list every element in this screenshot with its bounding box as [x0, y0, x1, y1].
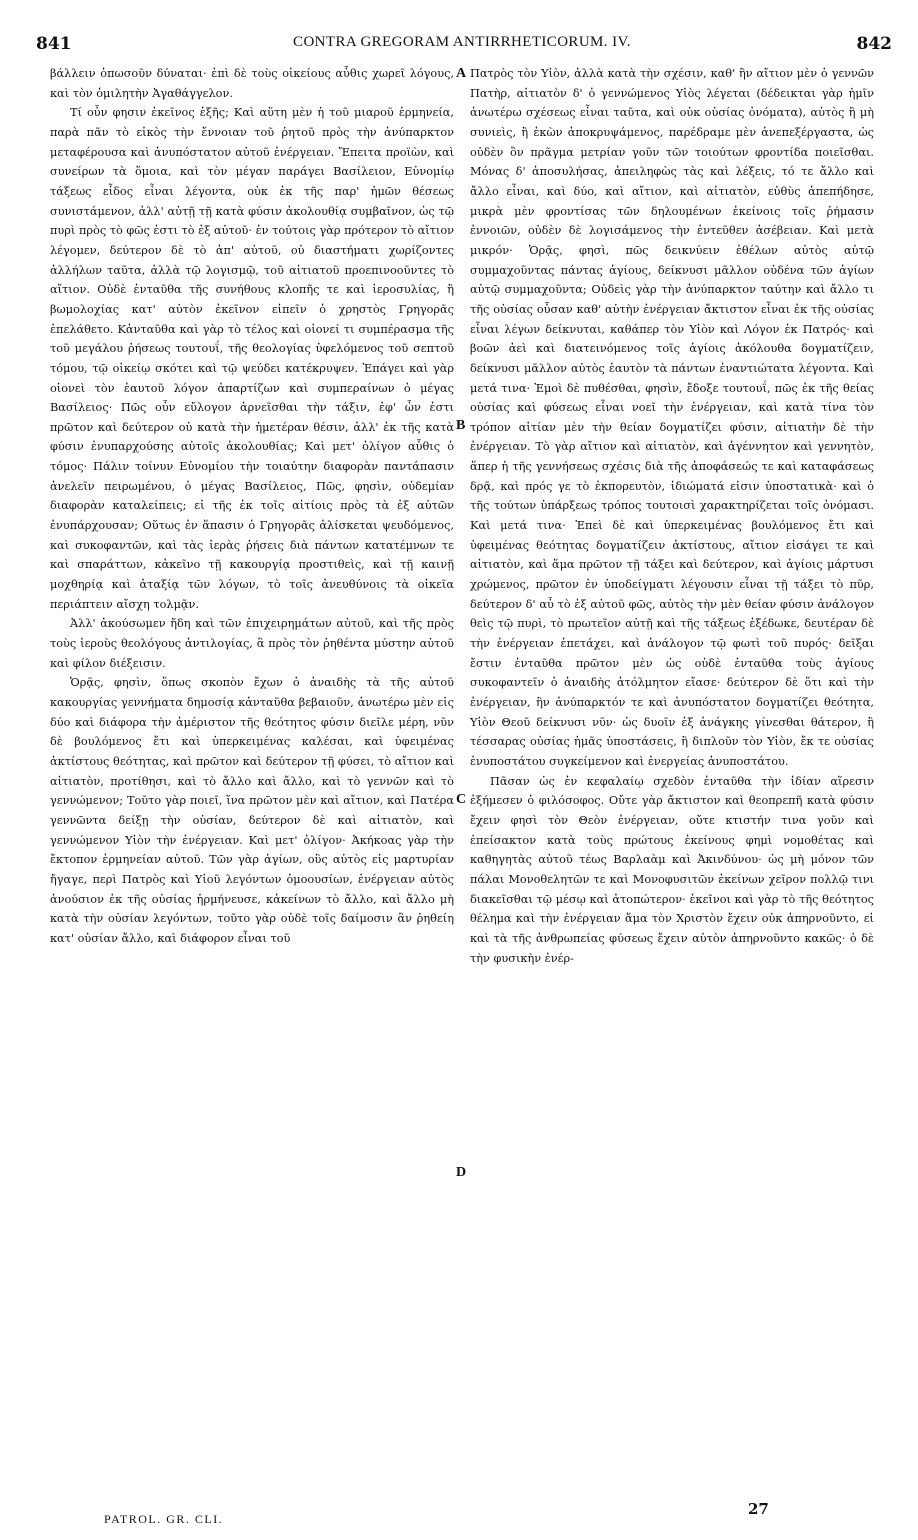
paragraph: Τί οὖν φησιν ἐκεῖνος ἑξῆς; Καὶ αὕτη μὲν ἡ τοῦ μιαροῦ ἑρμηνεία, παρὰ πᾶν τὸ εἰκὸς τὴν ἔννοιαν τοῦ ῥητοῦ πρὸς τὴν ἀνύπαρκτον μεταφέρουσα καὶ ἀνυπόστατον αὐτοῦ ἐνέργειαν. Ἔπειτα προϊὼν, καὶ συνείρων τὰ ὅμοια, καὶ τὸν μέγαν παράγει Βασίλειον, Εὐνομίῳ τάξεως εἶδος εἶναι λέγοντα, οὐκ ἐκ τῆς παρ' ἡμῶν θέσεως συνιστάμενον, ἀλλ' αὐτῇ τῇ κατὰ φύσιν ἀκολουθίᾳ συμβαῖνον, ὡς τῷ πυρὶ πρὸς τὸ φῶς ἐστι τὸ ἐξ αὐτοῦ· ἐν τούτοις γὰρ πρότερον τὸ αἴτιον λέγομεν, δεύτερον δὲ τὸ ἀπ' αὐτοῦ, οὐ διαστήματι χωρίζοντες ἀλλήλων ταῦτα, ἀλλὰ τῷ λογισμῷ, τοῦ αἰτιατοῦ προεπινοοῦντες τὸ αἴτιον. Οὐδὲ ἐνταῦθα τῆς συνήθους κλοπῆς τε καὶ ἱεροσυλίας, ἢ βωμολοχίας κατ' αὐτὸν ἐκεῖνον εἰπεῖν ὁ χρηστὸς Γρηγορᾶς ἐπελάθετο. Κἀνταῦθα καὶ γὰρ τὸ τέλος καὶ οἱονεί τι συμπέρασμα τῆς τοῦ μεγάλου ῥήσεως τουτουΐ, τῆς θεολογίας ὑφελόμενος τοῦ σεπτοῦ τόμου, τῷ οἰκείῳ σκότει καὶ τῷ ψεύδει κατέκρυψεν. Ἐπάγει καὶ γὰρ οἱονεὶ τὸν ἑαυτοῦ λόγον ἀπαρτίζων καὶ συμπεραίνων ὁ μέγας Βασίλειος· Πῶς οὖν εὔλογον ἀρνεῖσθαι τὴν τάξιν, ἐφ' ὧν ἐστι πρῶτον καὶ δεύτερον οὐ κατὰ τὴν ἡμετέραν θέσιν, ἀλλ' ἐκ τῆς κατὰ φύσιν ἐνυπαρχούσης αὐτοῖς ἀκολουθίας; Καὶ μετ' ὀλίγον αὖθις ὁ τόμος· Πάλιν τοίνυν Εὐνομίου τὴν τοιαύτην διαφορὰν παντάπασιν ἀνελεῖν πειρωμένου, ὁ μέγας Βασίλειος, Πῶς, φησὶν, οὐδεμίαν διαφορὰν καταλείπεις; εἰ τῆς ἐκ τοῖς αἰτίοις πρὸς τὰ ἐξ αὐτῶν ἐνυπάρχουσαν; Οὕτως ἐν ἅπασιν ὁ Γρηγορᾶς ἁλίσκεται ψευδόμενος, καὶ συκοφαντῶν, καὶ τὰς ἱερὰς ῥήσεις διὰ πάντων κατατέμνων τε καὶ σπαράττων, κἀκεῖνο τῇ κακουργίᾳ προστιθεὶς, καὶ τῇ καινῇ μοχθηρίᾳ καὶ ἀταξίᾳ τῶν λόγων, τὸ τοῖς ἀνευθύνοις τὰ οἰκεῖα περιάπτειν αἴσχη τολμᾷν. [50, 106, 454, 611]
left-column [50, 64, 454, 949]
right-column [470, 64, 874, 968]
running-title: CONTRA GREGORAM ANTIRRHETICORUM. IV. [293, 34, 631, 50]
footer-series: PATROL. GR. CLI. [104, 1512, 224, 1526]
section-marker-c: C [456, 792, 467, 807]
paragraph: βάλλειν ὁπωσοῦν δύναται· ἐπὶ δὲ τοὺς οἰκείους αὖθις χωρεῖ λόγους, καὶ τὸν ὁμιλητὴν Ἀγαθάγγελον. [50, 67, 454, 100]
paragraph: Πᾶσαν ὡς ἐν κεφαλαίῳ σχεδὸν ἐνταῦθα τὴν ἰδίαν αἵρεσιν ἐξήμεσεν ὁ φιλόσοφος. Οὔτε γὰρ ἄκτιστον καὶ θεοπρεπῆ κατὰ φύσιν ἔχειν φησὶ τὸν Θεὸν ἐνέργειαν, οὔτε κτιστήν τινα γοῦν καὶ ἐπείσακτον κατὰ τοὺς πρώτους ἐκείνους φημὶ νομοθέτας καὶ καθηγητὰς αὐτοῦ τέως Βαρλαὰμ καὶ Ἀκινδύνου· ὡς μὴ μόνον τῶν πάλαι Μονοθελητῶν τε καὶ Μονοφυσιτῶν ἐκείνων χεῖρον πολλῷ τινι διακεῖσθαι τῷ μέσῳ καὶ ἀτοπώτερον· ἐκεῖνοι καὶ γὰρ τὸ τῆς θεότητος θέλημα καὶ τὴν ἐνέργειαν ἅμα τὸν Χριστὸν ἔχειν οὐκ ἀπηρνοῦντο, εἰ καὶ τὰ τῆς ἀνθρωπείας φύσεως ἔχειν αὐτὸν ἀπηρνοῦντο κακῶς· ὁ δὲ τὴν φυσικὴν ἐνέρ- [470, 774, 874, 965]
page-number-right: 842 [856, 34, 892, 54]
signature-mark: 27 [748, 1500, 769, 1518]
paragraph: Πατρὸς τὸν Υἱὸν, ἀλλὰ κατὰ τὴν σχέσιν, καθ' ἣν αἴτιον μὲν ὁ γεννῶν Πατὴρ, αἰτιατὸν δ' ὁ γεννώμενος Υἱὸς λέγεται (δέδεικται γὰρ ἡμῖν ἀνωτέρω σχέσεως εἶναι ταῦτα, καὶ οὐκ οὐσίας ὀνόματα), αὐτὸς ἢ μὴ συνιεὶς, ἢ ἑκὼν ἀποκρυψάμενος, παρέδραμε μὲν ἀνεπεξέργαστα, ὡς οὐδὲν ὂν πρᾶγμα μετρίαν γοῦν τῶν τοιούτων φροντίδα ποιεῖσθαι. Μόνας δ' ἀποσυλήσας, ἀπειληφὼς τὰς καὶ λέξεις, τό τε ἄλλο καὶ ἄλλο εἶναι, καὶ δύο, καὶ αἴτιον, καὶ αἰτιατὸν, εὐθὺς ἀπεπήδησε, μικρὰ μὲν φροντίσας τῶν δηλουμένων ἐκείνοις τοῖς ῥήμασιν ἐννοιῶν, οὐδὲν δὲ λογισάμενος τὴν ἐντεῦθεν ἀσέβειαν. Καὶ μετὰ μικρόν· Ὁρᾷς, φησὶ, πῶς δεικνύειν ἐθέλων αὐτὸς αὐτῷ συμμαχοῦντας πάντας ἁγίους, δείκνυσι μᾶλλον οὐδένα τῶν ἁγίων αὐτῷ συμμαχοῦντα; Οὐδεὶς γὰρ τὴν ἀνύπαρκτον ταύτην καὶ ἄλλο τι τῆς οὐσίας οὖσαν καθ' αὑτὴν ἐνέργειαν ἄκτιστον εἶναι ἐκ τῆς οὐσίας εἶναι λέγων δείκνυται, καθάπερ τὸν Υἱὸν καὶ Λόγον ἐκ Πατρός· καὶ βοῶν ἀεὶ καὶ διατεινόμενος τοῖς ἁγίοις ἀκόλουθα δογματίζειν, δείκνυσι μᾶλλον αὐτὸς ἑαυτὸν τὰ πάντων ἐναντιώτατα λέγοντα. Καὶ μετά τινα· Ἐμοὶ δὲ πυθέσθαι, φησὶν, ἔδοξε τουτουΐ, πῶς ἐκ τῆς θείας οὐσίας καὶ φύσεως εἶναι νοεῖ τὴν ἐνέργειαν, καὶ κατὰ τίνα τὸν τρόπον αἰτίαν μὲν τὴν θείαν δογματίζει φύσιν, αἰτιατὴν δὲ τὴν ἐνέργειαν. Τὸ γὰρ αἴτιον καὶ αἰτιατὸν, καὶ ἀγέννητον καὶ γεννητὸν, ἅπερ ἡ τῆς γεννήσεως σχέσις διὰ τῆς ἀποφάσεώς τε καὶ καταφάσεως δρᾷ, καὶ πρός γε τὸ ἐκπορευτὸν, ἰδιώματά εἰσιν ὑποστατικὰ· καὶ ὁ τῆς τούτων ὑπάρξεως τρόπος τουτοισὶ χαρακτηρίζεται τοῖς ὀνόμασι. Καὶ μετά τινα· Ἐπεὶ δὲ καὶ ὑπερκειμένας βουλόμενος ἔτι καὶ ὑφειμένας θεότητας δογματίζειν ἀκτίστους, αἴτιον εἰσάγει τε καὶ αἰτιατὸν, καὶ ἅμα πρῶτον τῇ τάξει καὶ δεύτερον, καὶ ἁγίοις μάρτυσι χρώμενος, πρῶτον ἐν ὑποδείγματι λέγουσιν εἶναι τῇ τάξει τὸ πῦρ, δεύτερον δ' αὖ τὸ ἐξ αὐτοῦ φῶς, αὐτὸς τὴν μὲν θείαν φύσιν ἀνάλογον θεὶς τῷ πυρὶ, τὸ πρωτεῖον αὐτῇ καὶ τῆς τάξεως ἐξέδωκε, δευτέραν δὲ τὴν ἐνέργειαν ἐπετάχει, καὶ ἀνάλογον τῷ φωτὶ τοῦ πυρός· δεῖξαι ἔστιν ἐνταῦθα πρῶτον μὲν ὡς οὐδὲ ἐνταῦθα τοὺς ἁγίους συκοφαντεῖν ὁ ἀναιδὴς ἀτόλμητον εἴασε· δεύτερον δὲ ὅτι καὶ τὴν ἐνέργειαν, ἣν ἀνύπαρκτόν τε καὶ ἀνυπόστατον δογματίζει θεότητα, Υἱὸν Θεοῦ δείκνυσι νῦν· ὡς δυοῖν ἐξ ἀνάγκης γίνεσθαι θάτερον, ἢ τέσσαρας οὐσίας ἡμᾶς ὑποστάσεις, ἢ διπλοῦν τὸν Υἱὸν, ἔκ τε οὐσίας ἐνυποστάτου συγκείμενον καὶ ἐνεργείας ἀνυποστάτου. [470, 67, 874, 768]
section-marker-d: D [456, 1165, 467, 1180]
section-marker-a: A [456, 66, 467, 81]
page-number-left: 841 [36, 34, 72, 54]
paragraph: Ἀλλ' ἀκούσωμεν ἤδη καὶ τῶν ἐπιχειρημάτων αὐτοῦ, καὶ τῆς πρὸς τοὺς ἱεροὺς θεολόγους ἀντιλογίας, ἃ πρὸς τὸν ῥηθέντα μύστην αὐτοῦ καὶ φίλον διέξεισιν. [50, 617, 454, 670]
paragraph: Ὁρᾷς, φησὶν, ὅπως σκοπὸν ἔχων ὁ ἀναιδὴς τὰ τῆς αὐτοῦ κακουργίας γεννήματα δημοσίᾳ κἀνταῦθα βεβαιοῦν, ἀνωτέρω μὲν εἰς δύο καὶ διάφορα τὴν ἀμέριστον τῆς θεότητος φύσιν διεῖλε μέρη, νῦν δὲ βουλόμενος ἔτι καὶ ὑπερκειμένας καλέσαι, καὶ ὑφειμένας ἀκτίστους θεότητας, καὶ πρῶτον καὶ δεύτερον τῇ φύσει, τὸ αἴτιον καὶ αἰτιατὸν, προτίθησι, καὶ τὸ ἄλλο καὶ ἄλλο, καὶ τὸ γεννῶν καὶ τὸ γεννώμενον; Τοῦτο γὰρ ποιεῖ, ἵνα πρῶτον μὲν καὶ αἴτιον, καὶ Πατέρα γεννῶντα δείξῃ τὴν οὐσίαν, δεύτερον δὲ καὶ αἰτιατὸν, καὶ γεννώμενον Υἱὸν τὴν ἐνέργειαν. Καὶ μετ' ὀλίγον· Ἀκήκοας γὰρ τὴν ἔκτοπον ἑρμηνείαν αὐτοῦ. Τῶν γὰρ ἁγίων, οὓς αὐτὸς εἰς μαρτυρίαν ἤγαγε, περὶ Πατρὸς καὶ Υἱοῦ λεγόντων ὁμοουσίων, ἐνέργειαν αὐτὸς ἀνούσιον ἐκ τῆς οὐσίας ἡρμήνευσε, κἀκείνων τὸ ἄλλο, καὶ ἄλλο μὴ κατὰ τὴν οὐσίαν λεγόντων, τοῦτο γὰρ οὐδὲ τοῖς δαίμοσιν ἂν ῥηθείη κατ' οὐσίαν ἄλλο, καὶ διάφορον εἶναι τοῦ [50, 676, 454, 945]
running-header [32, 30, 892, 62]
section-marker-b: B [456, 418, 466, 433]
